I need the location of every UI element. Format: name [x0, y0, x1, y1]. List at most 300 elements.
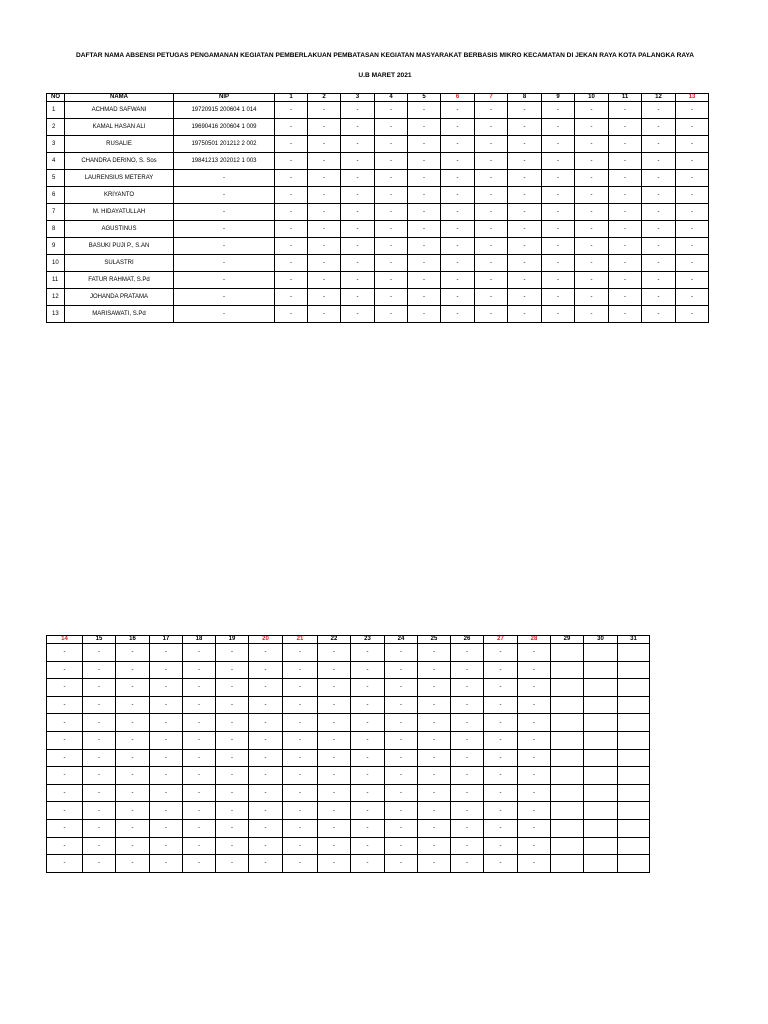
- cell-nama: KRIYANTO: [65, 187, 174, 204]
- cell-attendance: -: [308, 136, 341, 153]
- cell-attendance: -: [308, 221, 341, 238]
- table-row: [47, 714, 650, 732]
- cell-attendance: -: [47, 837, 83, 855]
- cell-attendance: -: [275, 119, 308, 136]
- cell-attendance: -: [475, 187, 508, 204]
- header-day: 26: [451, 636, 484, 644]
- cell-attendance: -: [341, 119, 375, 136]
- cell-attendance: -: [83, 784, 116, 802]
- header-day: 11: [609, 94, 642, 102]
- cell-attendance: -: [275, 221, 308, 238]
- table-row: [47, 272, 709, 289]
- cell-attendance: -: [676, 187, 709, 204]
- cell-attendance: -: [508, 102, 542, 119]
- cell-attendance: -: [518, 731, 551, 749]
- cell-attendance: -: [609, 170, 642, 187]
- cell-attendance: -: [47, 661, 83, 679]
- cell-attendance: -: [183, 696, 216, 714]
- header-nip: NIP: [174, 94, 275, 102]
- table-row: [47, 306, 709, 323]
- cell-attendance: -: [508, 255, 542, 272]
- cell-attendance: -: [451, 784, 484, 802]
- cell-attendance: [551, 714, 584, 732]
- cell-attendance: -: [609, 272, 642, 289]
- attendance-table-days-1-13: [46, 93, 709, 323]
- cell-attendance: -: [408, 255, 441, 272]
- cell-attendance: [618, 802, 650, 820]
- table-row: [47, 119, 709, 136]
- cell-attendance: -: [183, 749, 216, 767]
- table-row: [47, 238, 709, 255]
- cell-attendance: -: [150, 679, 183, 697]
- cell-nama: KAMAL HASAN ALI: [65, 119, 174, 136]
- cell-attendance: [618, 679, 650, 697]
- table-row: [47, 802, 650, 820]
- cell-attendance: -: [676, 306, 709, 323]
- header-day: 17: [150, 636, 183, 644]
- header-day: 21: [283, 636, 318, 644]
- cell-attendance: -: [518, 714, 551, 732]
- cell-attendance: -: [508, 272, 542, 289]
- cell-attendance: -: [518, 749, 551, 767]
- cell-attendance: -: [116, 855, 150, 873]
- cell-attendance: -: [150, 731, 183, 749]
- table-row: [47, 102, 709, 119]
- cell-attendance: -: [47, 784, 83, 802]
- cell-nip: -: [174, 187, 275, 204]
- cell-attendance: -: [475, 238, 508, 255]
- cell-attendance: -: [408, 170, 441, 187]
- cell-attendance: -: [249, 767, 283, 785]
- cell-attendance: -: [183, 767, 216, 785]
- header-day: 30: [584, 636, 618, 644]
- cell-attendance: -: [518, 784, 551, 802]
- cell-attendance: -: [275, 170, 308, 187]
- cell-nip: -: [174, 204, 275, 221]
- cell-attendance: -: [408, 102, 441, 119]
- cell-attendance: -: [642, 136, 676, 153]
- header-day: 28: [518, 636, 551, 644]
- cell-attendance: -: [275, 204, 308, 221]
- header-day: 9: [542, 94, 575, 102]
- cell-attendance: [618, 837, 650, 855]
- cell-attendance: -: [83, 661, 116, 679]
- cell-attendance: -: [183, 731, 216, 749]
- cell-attendance: -: [642, 187, 676, 204]
- header-day: 18: [183, 636, 216, 644]
- cell-attendance: -: [341, 306, 375, 323]
- cell-attendance: -: [676, 102, 709, 119]
- cell-attendance: -: [475, 255, 508, 272]
- cell-attendance: -: [642, 170, 676, 187]
- cell-attendance: -: [542, 238, 575, 255]
- cell-attendance: -: [47, 855, 83, 873]
- cell-no: 8: [47, 221, 65, 238]
- header-day: 5: [408, 94, 441, 102]
- cell-attendance: -: [408, 119, 441, 136]
- cell-attendance: -: [451, 714, 484, 732]
- cell-attendance: -: [116, 731, 150, 749]
- cell-attendance: -: [283, 661, 318, 679]
- cell-attendance: -: [542, 187, 575, 204]
- cell-attendance: [618, 731, 650, 749]
- cell-attendance: -: [484, 855, 518, 873]
- cell-attendance: -: [183, 802, 216, 820]
- cell-attendance: -: [418, 749, 451, 767]
- cell-attendance: -: [484, 802, 518, 820]
- cell-attendance: -: [116, 819, 150, 837]
- cell-attendance: -: [385, 714, 418, 732]
- cell-attendance: -: [484, 749, 518, 767]
- cell-attendance: [618, 696, 650, 714]
- header-day: 24: [385, 636, 418, 644]
- cell-attendance: -: [408, 187, 441, 204]
- cell-no: 10: [47, 255, 65, 272]
- cell-attendance: -: [441, 306, 475, 323]
- cell-attendance: -: [575, 255, 609, 272]
- cell-no: 6: [47, 187, 65, 204]
- cell-attendance: -: [475, 306, 508, 323]
- cell-attendance: -: [283, 767, 318, 785]
- document-title: DAFTAR NAMA ABSENSI PETUGAS PENGAMANAN KEGIATAN PEMBERLAKUAN PEMBATASAN KEGIATAN MASYARAKAT BERBASIS MIKRO KECAMATAN DI JEKAN RAYA KOTA PALANGKA RAYA: [75, 52, 695, 59]
- header-day: 2: [308, 94, 341, 102]
- cell-attendance: -: [508, 238, 542, 255]
- cell-attendance: -: [275, 306, 308, 323]
- cell-nip: -: [174, 306, 275, 323]
- table-row: [47, 661, 650, 679]
- cell-attendance: -: [451, 731, 484, 749]
- header-day: 4: [375, 94, 408, 102]
- cell-attendance: -: [385, 784, 418, 802]
- cell-attendance: -: [475, 136, 508, 153]
- cell-attendance: -: [518, 837, 551, 855]
- cell-attendance: -: [484, 714, 518, 732]
- header-day: 31: [618, 636, 650, 644]
- cell-attendance: -: [375, 238, 408, 255]
- cell-attendance: -: [484, 767, 518, 785]
- cell-attendance: -: [341, 136, 375, 153]
- header-day: 16: [116, 636, 150, 644]
- cell-attendance: -: [441, 170, 475, 187]
- cell-attendance: -: [408, 204, 441, 221]
- cell-attendance: [551, 679, 584, 697]
- cell-attendance: -: [183, 855, 216, 873]
- cell-attendance: -: [318, 661, 351, 679]
- cell-attendance: -: [441, 272, 475, 289]
- cell-no: 11: [47, 272, 65, 289]
- cell-attendance: -: [609, 289, 642, 306]
- cell-attendance: -: [642, 221, 676, 238]
- cell-attendance: [618, 784, 650, 802]
- cell-attendance: -: [642, 119, 676, 136]
- cell-nip: -: [174, 238, 275, 255]
- cell-nip: 19720915 200604 1 014: [174, 102, 275, 119]
- cell-nip: -: [174, 221, 275, 238]
- cell-attendance: -: [518, 661, 551, 679]
- cell-attendance: -: [283, 749, 318, 767]
- cell-attendance: -: [308, 238, 341, 255]
- cell-attendance: -: [308, 306, 341, 323]
- cell-attendance: [551, 837, 584, 855]
- cell-attendance: -: [283, 644, 318, 662]
- cell-attendance: -: [642, 289, 676, 306]
- cell-attendance: -: [216, 819, 249, 837]
- cell-attendance: -: [183, 819, 216, 837]
- cell-attendance: -: [642, 153, 676, 170]
- cell-attendance: -: [508, 170, 542, 187]
- cell-attendance: -: [150, 749, 183, 767]
- cell-attendance: -: [408, 153, 441, 170]
- cell-attendance: -: [385, 644, 418, 662]
- cell-attendance: -: [341, 187, 375, 204]
- cell-attendance: -: [518, 819, 551, 837]
- cell-attendance: -: [385, 696, 418, 714]
- cell-attendance: [584, 784, 618, 802]
- cell-attendance: -: [83, 802, 116, 820]
- cell-attendance: -: [441, 221, 475, 238]
- cell-attendance: -: [609, 153, 642, 170]
- cell-attendance: -: [83, 749, 116, 767]
- cell-attendance: -: [116, 679, 150, 697]
- cell-attendance: -: [249, 819, 283, 837]
- cell-attendance: -: [676, 272, 709, 289]
- cell-attendance: -: [216, 855, 249, 873]
- table-row: [47, 644, 650, 662]
- cell-nama: BASUKI PUJI P., S.AN: [65, 238, 174, 255]
- cell-attendance: -: [484, 837, 518, 855]
- cell-attendance: [618, 714, 650, 732]
- cell-attendance: -: [275, 255, 308, 272]
- cell-attendance: -: [508, 221, 542, 238]
- cell-attendance: -: [249, 784, 283, 802]
- cell-attendance: -: [375, 102, 408, 119]
- cell-attendance: -: [451, 661, 484, 679]
- cell-attendance: -: [216, 661, 249, 679]
- cell-attendance: -: [451, 855, 484, 873]
- cell-attendance: -: [542, 306, 575, 323]
- cell-attendance: -: [642, 102, 676, 119]
- cell-nama: MARISAWATI, S.Pd: [65, 306, 174, 323]
- table-row: [47, 187, 709, 204]
- cell-attendance: -: [216, 731, 249, 749]
- cell-attendance: -: [83, 837, 116, 855]
- cell-attendance: -: [116, 784, 150, 802]
- cell-attendance: -: [575, 153, 609, 170]
- cell-attendance: -: [375, 153, 408, 170]
- cell-attendance: -: [484, 661, 518, 679]
- cell-attendance: -: [508, 153, 542, 170]
- cell-attendance: -: [183, 714, 216, 732]
- cell-attendance: -: [508, 187, 542, 204]
- cell-attendance: -: [116, 644, 150, 662]
- header-day: 12: [642, 94, 676, 102]
- cell-attendance: -: [318, 679, 351, 697]
- cell-attendance: [584, 819, 618, 837]
- cell-attendance: -: [451, 802, 484, 820]
- table-row: [47, 679, 650, 697]
- cell-attendance: -: [318, 714, 351, 732]
- header-day: 1: [275, 94, 308, 102]
- header-day: 20: [249, 636, 283, 644]
- cell-attendance: -: [318, 855, 351, 873]
- cell-attendance: -: [249, 855, 283, 873]
- cell-attendance: -: [441, 153, 475, 170]
- cell-attendance: -: [484, 644, 518, 662]
- table-row: [47, 153, 709, 170]
- header-day: 7: [475, 94, 508, 102]
- cell-attendance: [584, 802, 618, 820]
- cell-attendance: -: [518, 644, 551, 662]
- cell-attendance: -: [542, 221, 575, 238]
- cell-attendance: -: [375, 272, 408, 289]
- cell-attendance: -: [385, 855, 418, 873]
- table-row: [47, 255, 709, 272]
- cell-attendance: -: [475, 119, 508, 136]
- cell-attendance: -: [441, 289, 475, 306]
- cell-attendance: -: [418, 644, 451, 662]
- cell-no: 12: [47, 289, 65, 306]
- cell-attendance: -: [275, 102, 308, 119]
- cell-attendance: -: [150, 802, 183, 820]
- cell-attendance: -: [475, 170, 508, 187]
- cell-attendance: -: [418, 802, 451, 820]
- cell-attendance: -: [341, 170, 375, 187]
- cell-attendance: -: [575, 187, 609, 204]
- cell-attendance: -: [83, 644, 116, 662]
- cell-attendance: -: [150, 696, 183, 714]
- cell-attendance: -: [418, 837, 451, 855]
- table-row: [47, 784, 650, 802]
- cell-attendance: -: [249, 714, 283, 732]
- cell-attendance: -: [441, 136, 475, 153]
- cell-attendance: -: [116, 714, 150, 732]
- cell-attendance: -: [542, 204, 575, 221]
- cell-nama: M. HIDAYATULLAH: [65, 204, 174, 221]
- cell-attendance: -: [418, 661, 451, 679]
- cell-attendance: -: [385, 661, 418, 679]
- cell-no: 13: [47, 306, 65, 323]
- cell-attendance: -: [249, 679, 283, 697]
- cell-nama: RUSALIE: [65, 136, 174, 153]
- header-day: 23: [351, 636, 385, 644]
- cell-attendance: -: [676, 153, 709, 170]
- cell-attendance: -: [283, 837, 318, 855]
- cell-attendance: -: [283, 802, 318, 820]
- cell-attendance: -: [484, 679, 518, 697]
- cell-attendance: -: [308, 170, 341, 187]
- cell-attendance: -: [418, 679, 451, 697]
- cell-attendance: -: [283, 819, 318, 837]
- table-row: [47, 170, 709, 187]
- cell-attendance: -: [451, 696, 484, 714]
- cell-attendance: -: [83, 767, 116, 785]
- cell-attendance: -: [308, 153, 341, 170]
- cell-attendance: [618, 644, 650, 662]
- cell-no: 1: [47, 102, 65, 119]
- cell-attendance: -: [116, 749, 150, 767]
- cell-attendance: -: [451, 837, 484, 855]
- cell-attendance: -: [351, 644, 385, 662]
- header-day: 15: [83, 636, 116, 644]
- header-day: 27: [484, 636, 518, 644]
- cell-no: 5: [47, 170, 65, 187]
- cell-attendance: -: [484, 731, 518, 749]
- cell-attendance: -: [216, 696, 249, 714]
- cell-attendance: [551, 802, 584, 820]
- cell-attendance: [584, 696, 618, 714]
- cell-attendance: -: [441, 255, 475, 272]
- cell-attendance: -: [418, 819, 451, 837]
- cell-attendance: -: [150, 714, 183, 732]
- cell-attendance: -: [508, 306, 542, 323]
- cell-attendance: -: [408, 289, 441, 306]
- cell-attendance: -: [47, 749, 83, 767]
- cell-attendance: -: [575, 272, 609, 289]
- cell-attendance: [551, 819, 584, 837]
- cell-attendance: -: [249, 644, 283, 662]
- cell-attendance: -: [375, 204, 408, 221]
- cell-attendance: -: [408, 306, 441, 323]
- cell-attendance: -: [508, 289, 542, 306]
- table-header-row: [47, 94, 709, 102]
- cell-attendance: -: [375, 255, 408, 272]
- cell-attendance: -: [216, 784, 249, 802]
- cell-attendance: [618, 855, 650, 873]
- cell-attendance: -: [575, 136, 609, 153]
- cell-attendance: [551, 731, 584, 749]
- cell-attendance: -: [484, 819, 518, 837]
- header-day: 14: [47, 636, 83, 644]
- cell-attendance: -: [150, 661, 183, 679]
- cell-attendance: -: [451, 644, 484, 662]
- document-subtitle: U.B MARET 2021: [358, 72, 412, 79]
- cell-attendance: -: [183, 644, 216, 662]
- cell-attendance: -: [216, 679, 249, 697]
- cell-attendance: -: [318, 767, 351, 785]
- cell-attendance: -: [116, 837, 150, 855]
- table-row: [47, 204, 709, 221]
- cell-attendance: -: [275, 187, 308, 204]
- cell-attendance: -: [676, 221, 709, 238]
- cell-attendance: -: [249, 749, 283, 767]
- cell-attendance: -: [375, 289, 408, 306]
- cell-attendance: -: [575, 119, 609, 136]
- cell-attendance: -: [116, 767, 150, 785]
- cell-attendance: [584, 731, 618, 749]
- cell-attendance: -: [283, 679, 318, 697]
- cell-no: 9: [47, 238, 65, 255]
- cell-attendance: -: [351, 802, 385, 820]
- cell-attendance: -: [575, 102, 609, 119]
- cell-attendance: -: [676, 170, 709, 187]
- cell-attendance: -: [484, 784, 518, 802]
- cell-attendance: [584, 714, 618, 732]
- cell-attendance: -: [150, 819, 183, 837]
- cell-attendance: [584, 679, 618, 697]
- header-day: 19: [216, 636, 249, 644]
- cell-attendance: [584, 661, 618, 679]
- cell-attendance: -: [183, 837, 216, 855]
- cell-attendance: -: [542, 102, 575, 119]
- cell-attendance: -: [575, 238, 609, 255]
- cell-attendance: -: [116, 661, 150, 679]
- cell-attendance: [551, 855, 584, 873]
- cell-attendance: -: [375, 136, 408, 153]
- table-row: [47, 819, 650, 837]
- cell-nama: AGUSTINUS: [65, 221, 174, 238]
- table-row: [47, 767, 650, 785]
- cell-attendance: -: [183, 784, 216, 802]
